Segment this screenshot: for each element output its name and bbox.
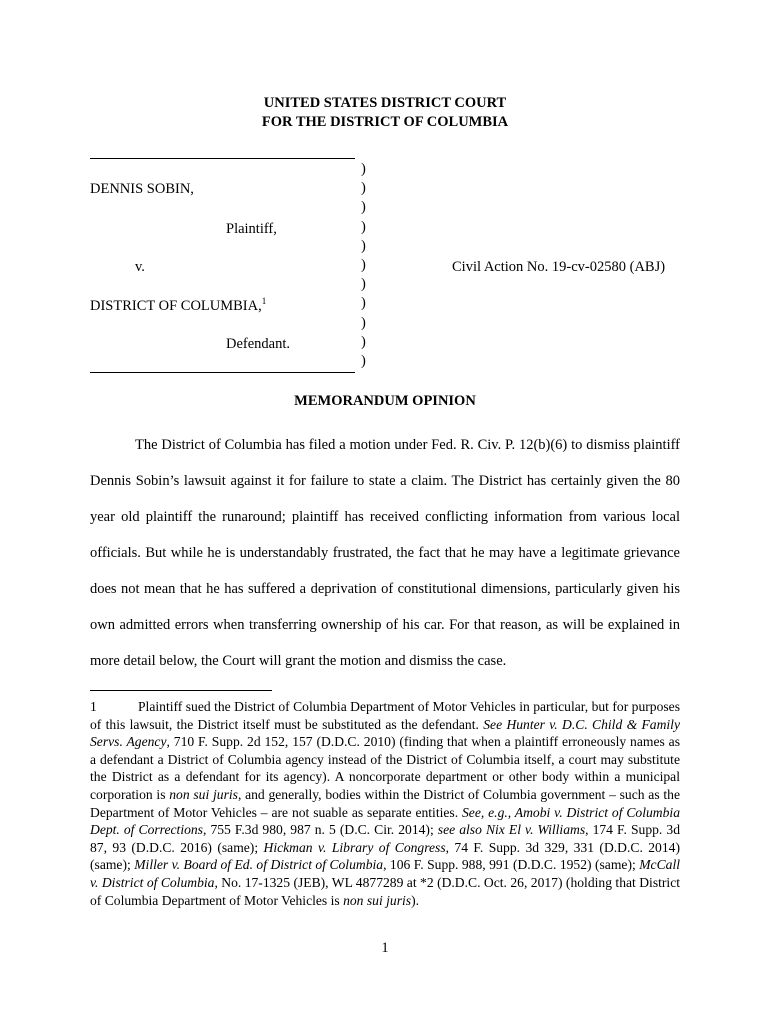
footnote-segment: , 106 F. Supp. 988, 991 (D.D.C. 1952) (same); (383, 857, 640, 873)
caption-paren: ) (361, 218, 366, 235)
caption-paren: ) (361, 237, 366, 254)
footnote-segment: , 755 F.3d 980, 987 n. 5 (D.C. Cir. 2014); (202, 822, 438, 838)
footnote-segment: Plaintiff sued the District of Columbia Department of Motor Vehicles in particular, but for purposes of this lawsuit, the District itself must be substituted as the defendant. (90, 699, 680, 732)
page-number: 1 (381, 940, 389, 956)
footnote-segment: , 710 F. Supp. 2d 152, 157 (D.D.C. 2010) (finding that when a plaintiff erroneously names as a defendant a District of Columbia agency instead of the District of Columbia itself, a court may substitute the District as a defendant for its agency). A noncorporate department or other body within a municipal corporation is (90, 734, 680, 802)
caption-bottom-rule (90, 372, 355, 373)
footnote-citation: Miller v. Board of Ed. of District of Columbia (134, 857, 384, 873)
footnote-text (90, 699, 680, 908)
caption-parentheses (361, 160, 366, 371)
body-paragraph: The District of Columbia has filed a motion under Fed. R. Civ. P. 12(b)(6) to dismiss plaintiff Dennis Sobin’s lawsuit against it for failure to state a claim. The District has certainly given the 80 year old plaintiff the runaround; plaintiff has received conflicting information from various local officials. But while he is understandably frustrated, the fact that he may have a legitimate grievance does not mean that he has suffered a deprivation of constitutional dimensions, particularly given his own admitted errors when transferring ownership of his car. For that reason, as will be explained in more detail below, the Court will grant the motion and dismiss the case. (90, 437, 680, 669)
case-number: Civil Action No. 19-cv-02580 (ABJ) (452, 259, 666, 275)
caption-top-rule (90, 158, 355, 159)
defendant-role: Defendant. (226, 336, 291, 352)
court-district: FOR THE DISTRICT OF COLUMBIA (261, 114, 509, 130)
caption-paren: ) (361, 161, 366, 177)
footnote-citation: McCall v. District of Columbia (90, 857, 680, 890)
footnote-citation: Hickman v. Library of Congress (263, 839, 446, 855)
caption-paren: ) (361, 276, 366, 293)
caption-paren: ) (361, 353, 366, 370)
footnote-citation: See Hunter v. D.C. Child & Family Servs. Agency (90, 716, 680, 750)
footnote-paragraph (90, 698, 680, 909)
footnote-segment: ). (411, 892, 419, 908)
opinion-body (90, 427, 680, 679)
memorandum-title: MEMORANDUM OPINION (294, 393, 476, 409)
footnote-citation: non sui juris (343, 892, 412, 908)
footnote-segment: , 174 F. Supp. 3d 87, 93 (D.D.C. 2016) (same); (90, 822, 680, 855)
plaintiff-name: DENNIS SOBIN, (90, 181, 194, 197)
caption-paren: ) (361, 295, 366, 312)
court-heading (0, 94, 770, 132)
footnote-segment: , No. 17-1325 (JEB), WL 4877289 at *2 (D.D.C. Oct. 26, 2017) (holding that District of Columbia Department of Motor Vehicles is (90, 874, 681, 908)
defendant-name-text: DISTRICT OF COLUMBIA, (90, 298, 262, 314)
footnote-citation: non sui juris (169, 786, 238, 802)
footnote-number: 1 (90, 699, 97, 714)
versus-label: v. (135, 259, 145, 275)
caption-paren: ) (361, 180, 366, 197)
caption-paren: ) (361, 199, 366, 216)
footnote (90, 698, 680, 909)
defendant-name (90, 297, 266, 316)
caption-paren: ) (361, 257, 366, 274)
plaintiff-role: Plaintiff, (226, 221, 277, 237)
caption-paren: ) (361, 314, 366, 331)
footnote-citation: See, e.g., Amobi v. District of Columbia Dept. of Corrections (90, 804, 680, 838)
footnote-separator (90, 690, 272, 691)
caption-paren: ) (361, 333, 366, 350)
court-name: UNITED STATES DISTRICT COURT (263, 95, 507, 111)
footnote-citation: see also Nix El v. Williams (437, 822, 586, 838)
footnote-marker: 1 (261, 296, 267, 307)
footnote-segment: , and generally, bodies within the District of Columbia government – such as the Department of Motor Vehicles – are not suable as separate entities. (90, 786, 680, 820)
footnote-segment: , 74 F. Supp. 3d 329, 331 (D.D.C. 2014) (same); (90, 839, 680, 873)
